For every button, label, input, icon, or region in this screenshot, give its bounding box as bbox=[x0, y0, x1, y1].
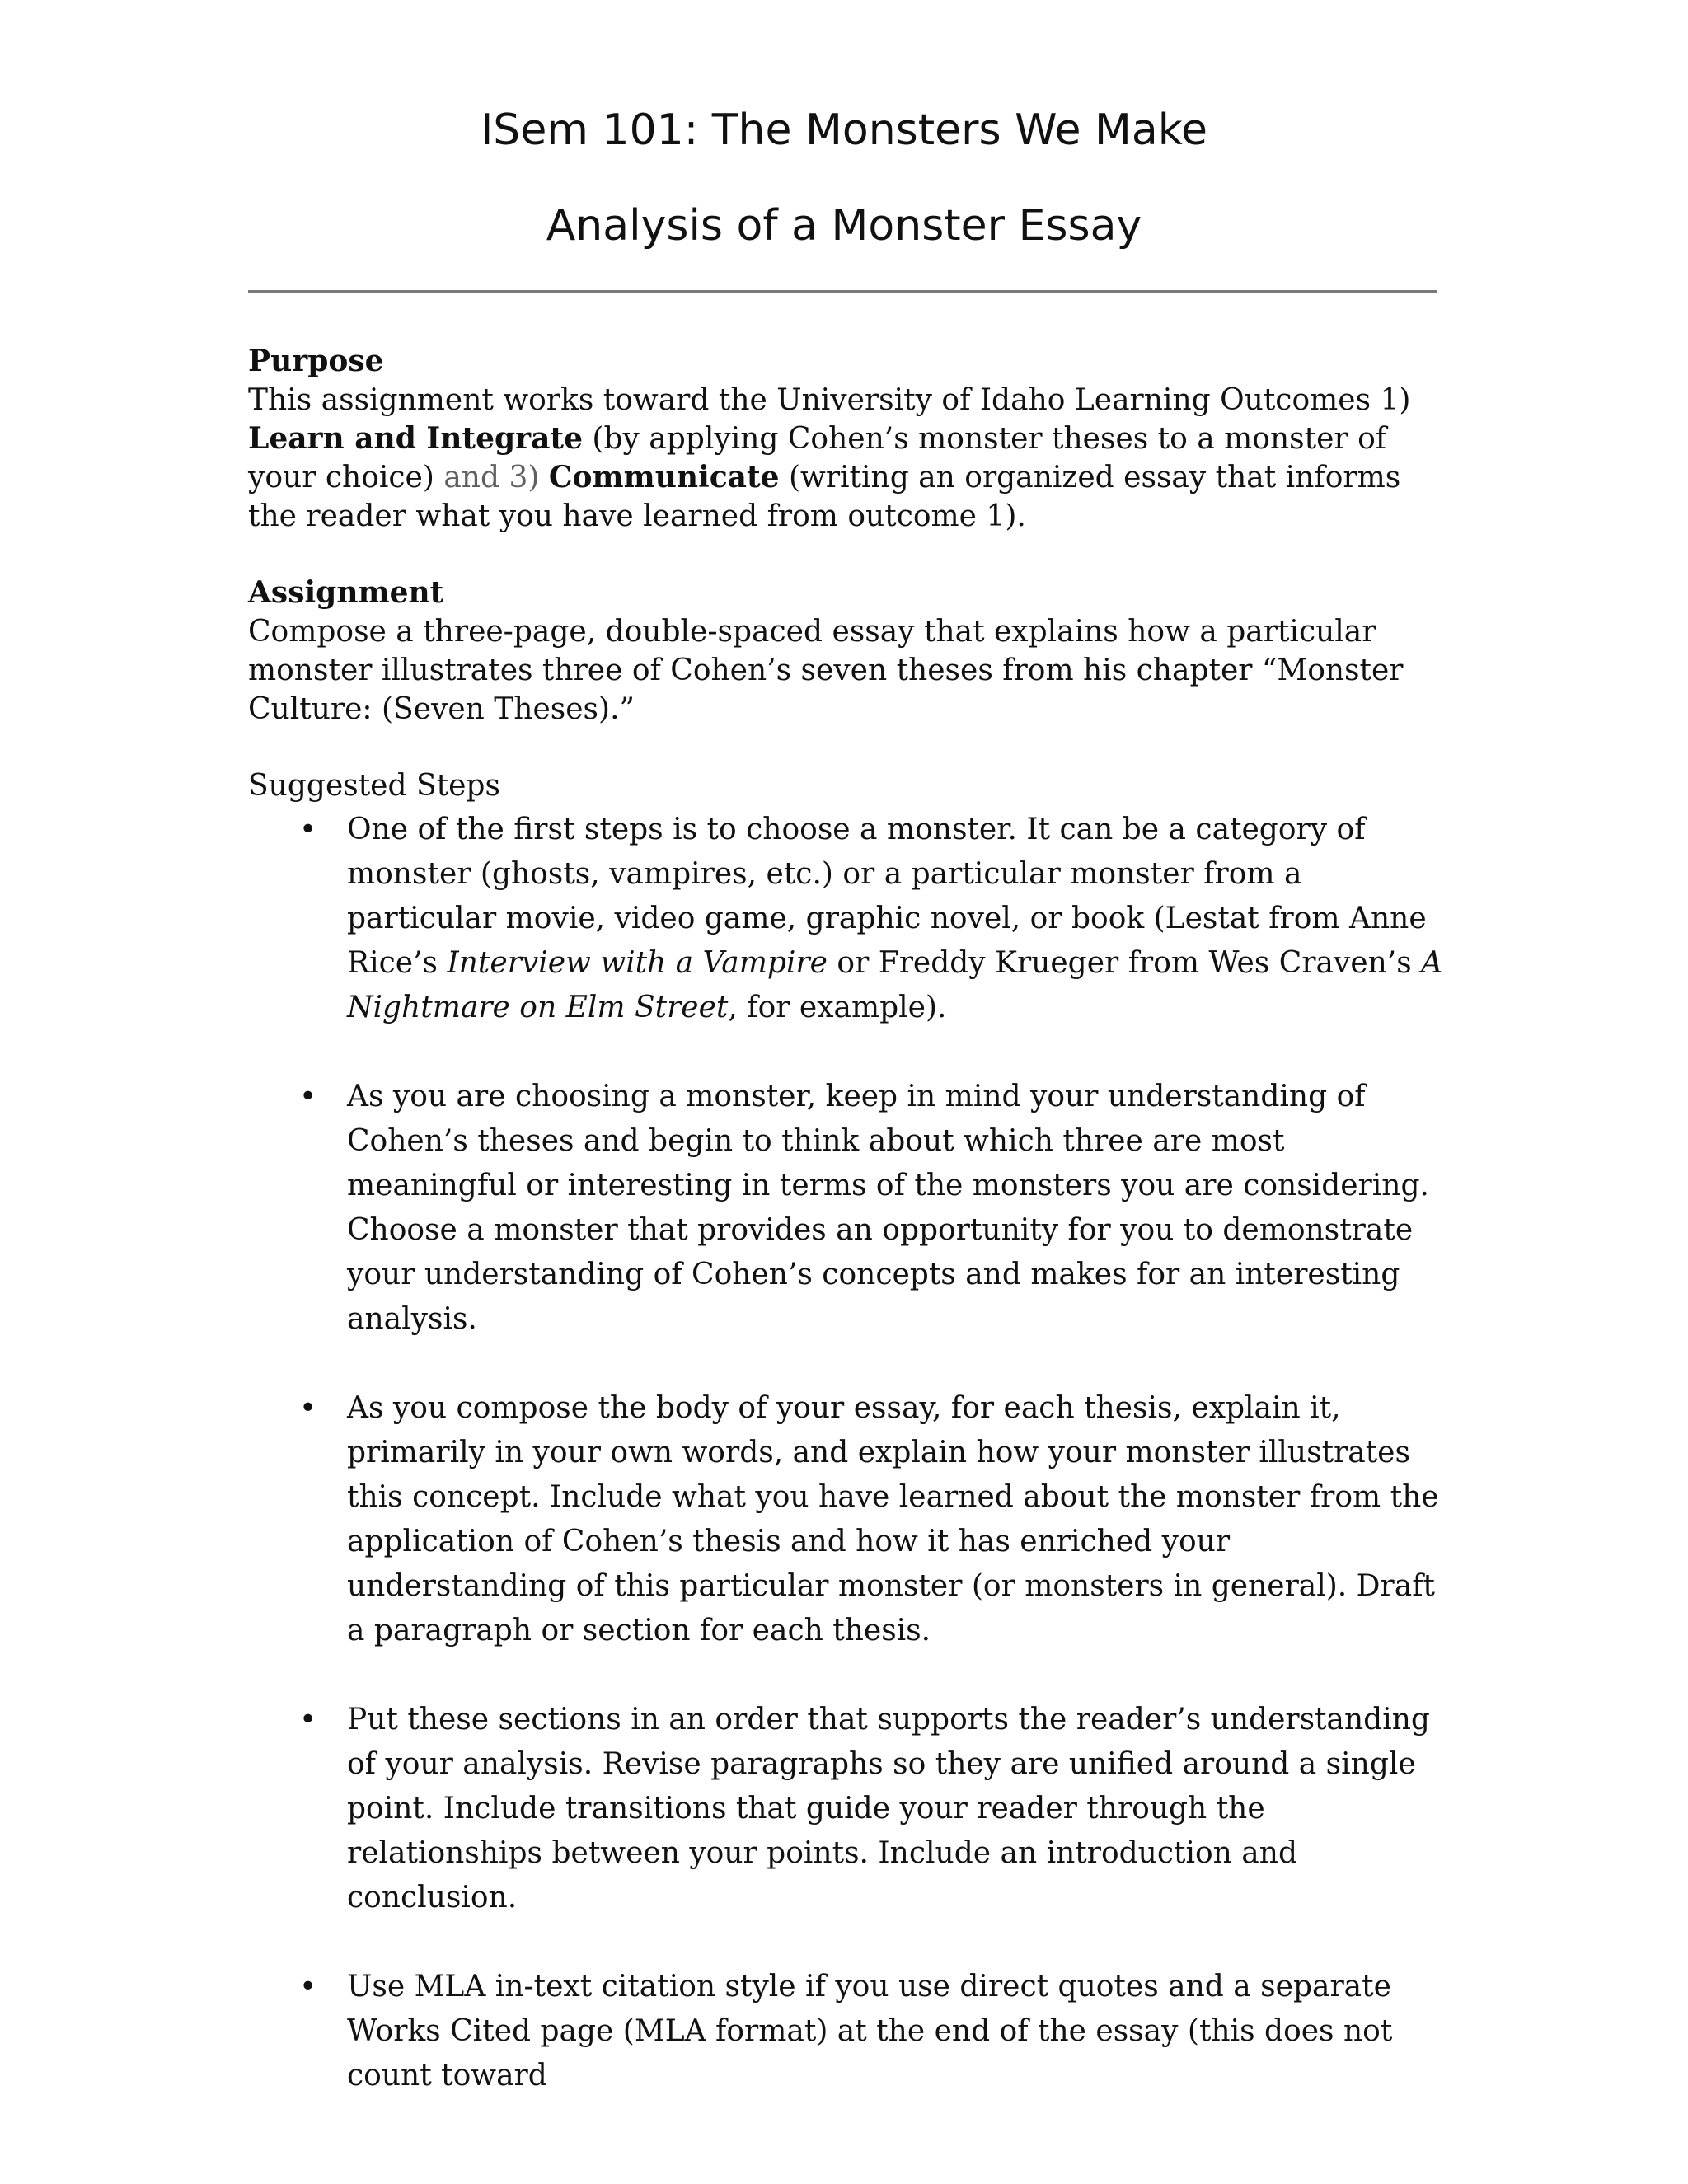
bullet-icon: • bbox=[299, 1970, 317, 2004]
step-text: or Freddy Krueger from Wes Craven’s bbox=[827, 946, 1422, 980]
bullet-icon: • bbox=[299, 1703, 317, 1736]
step-text: , for example). bbox=[728, 991, 947, 1024]
movie-title: A Nightmare on Elm Street bbox=[347, 946, 1443, 1024]
purpose-text-part: This assignment works toward the University of Idaho Learning Outcomes 1) bbox=[248, 383, 1411, 417]
purpose-text-part: (by applying Cohen’s monster theses to a monster of your choice) bbox=[248, 422, 1387, 494]
step-text: Use MLA in-text citation style if you use direct quotes and a separate Works Cited page (MLA format) at the end of the essay (this does not count toward bbox=[347, 1970, 1393, 2093]
outcome-learn-integrate: Learn and Integrate bbox=[248, 421, 583, 456]
list-item bbox=[0, 1075, 1443, 1342]
assignment-text: Compose a three-page, double-spaced essay that explains how a particular monster illustrates three of Cohen’s seven theses from his chapter “Monster Culture: (Seven Theses).” bbox=[248, 615, 1404, 726]
list-item bbox=[0, 808, 1443, 1030]
purpose-heading: Purpose bbox=[248, 344, 384, 378]
list-item bbox=[0, 1698, 1443, 1920]
assignment-section bbox=[248, 574, 1443, 729]
document-title: ISem 101: The Monsters We Make bbox=[480, 105, 1208, 155]
suggested-steps-label bbox=[248, 766, 1443, 805]
document-subtitle: Analysis of a Monster Essay bbox=[546, 201, 1142, 251]
suggested-steps-list bbox=[0, 808, 1688, 2098]
bullet-icon: • bbox=[299, 813, 317, 846]
title-divider bbox=[248, 290, 1437, 293]
step-text: As you compose the body of your essay, for each thesis, explain it, primarily in your own words, and explain how your monster illustrates this concept. Include what you have learned about the monster from the application of Cohen’s thesis and how it has enriched your understanding of this particular monster (or monsters in general). Draft a paragraph or section for each thesis. bbox=[347, 1391, 1439, 1647]
purpose-text-part: (writing an organized essay that informs the reader what you have learned from outcome 1). bbox=[248, 461, 1401, 533]
purpose-text bbox=[248, 381, 1443, 536]
step-text: Put these sections in an order that supports the reader’s understanding of your analysis. Revise paragraphs so they are unified around a single point. Include transitions that guide your reader through the relationships between your points. Include an introduction and conclusion. bbox=[347, 1703, 1430, 1915]
suggested-steps-heading: Suggested Steps bbox=[248, 769, 500, 803]
step-text: As you are choosing a monster, keep in mind your understanding of Cohen’s theses and begin to think about which three are most meaningful or interesting in terms of the monsters you are considering. Choose a monster that provides an opportunity for you to demonstrate your understanding of Cohen’s concepts and makes for an interesting analysis. bbox=[347, 1080, 1429, 1336]
purpose-section bbox=[248, 342, 1443, 536]
outcome-communicate: Communicate bbox=[548, 460, 780, 494]
bullet-icon: • bbox=[299, 1080, 317, 1113]
list-item bbox=[0, 1386, 1443, 1653]
purpose-text-part: and 3) bbox=[443, 461, 549, 494]
step-text: One of the first steps is to choose a monster. It can be a category of monster (ghosts, vampires, etc.) or a particular monster from a particular movie, video game, graphic novel, or book (Lestat from Anne Rice’s bbox=[347, 813, 1427, 980]
bullet-icon: • bbox=[299, 1391, 317, 1425]
book-title: Interview with a Vampire bbox=[447, 946, 828, 980]
list-item bbox=[0, 1965, 1443, 2098]
assignment-heading: Assignment bbox=[248, 575, 444, 610]
